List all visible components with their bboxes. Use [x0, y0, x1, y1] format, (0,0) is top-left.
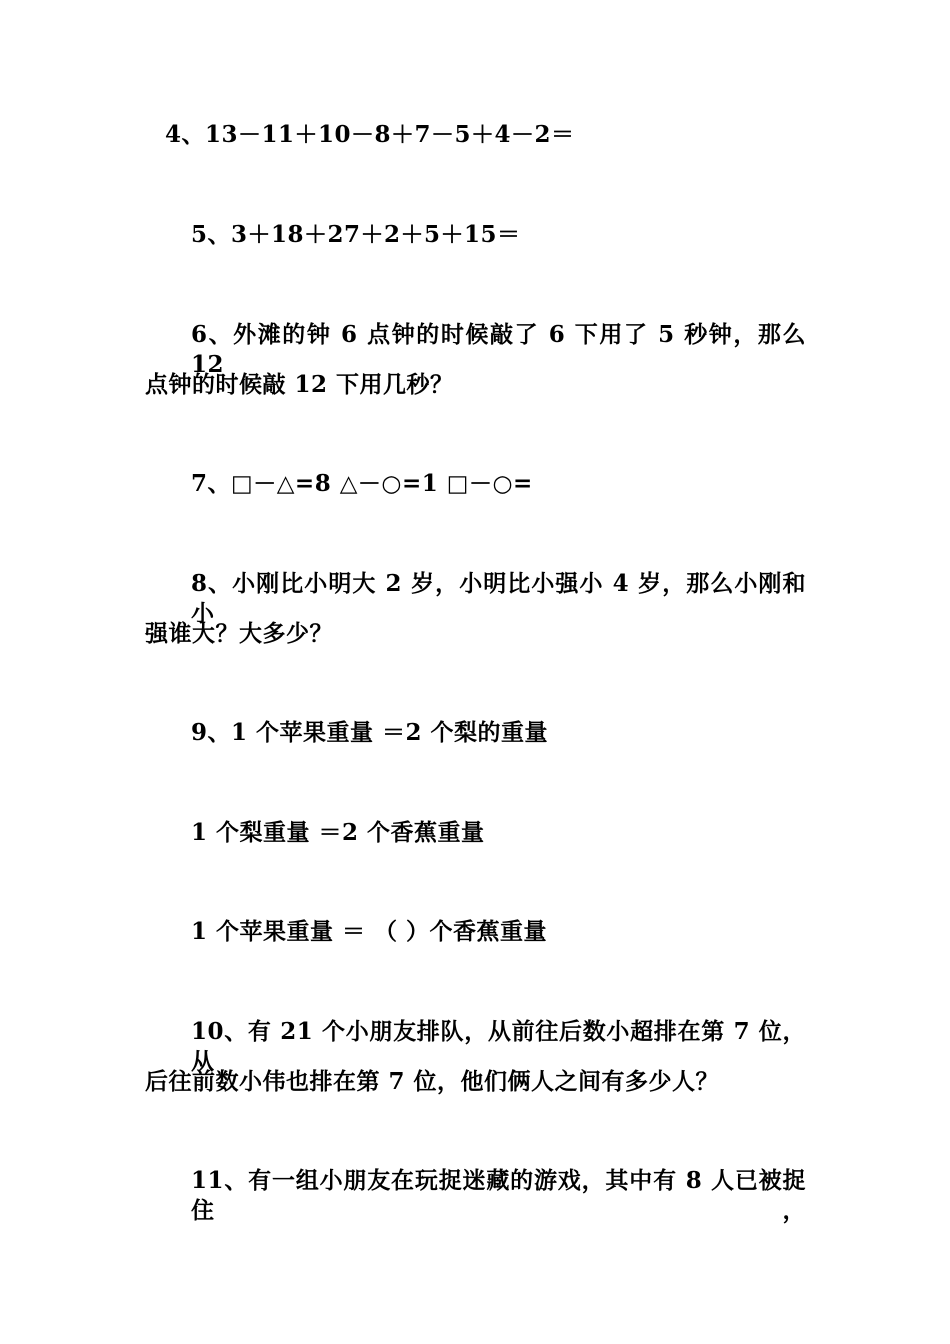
- problem-8-line-1: 8、小刚比小明大 2 岁，小明比小强小 4 岁，那么小刚和小: [191, 570, 806, 627]
- problem-11-line-1: 11、有一组小朋友在玩捉迷藏的游戏，其中有 8 人已被捉住，: [191, 1167, 806, 1224]
- problem-5-text: 5、3＋18＋27＋2＋5＋15＝: [191, 221, 521, 248]
- problem-4-text: 4、13－11＋10－8＋7－5＋4－2＝: [165, 121, 575, 148]
- problem-9-line-2: 1 个梨重量 ＝2 个香蕉重量: [191, 819, 485, 846]
- problem-6-line-2: 点钟的时候敲 12 下用几秒？: [145, 371, 454, 398]
- problem-10-line-2: 后往前数小伟也排在第 7 位，他们俩人之间有多少人？: [145, 1068, 720, 1095]
- problem-8-line-2: 强谁大？大多少？: [145, 620, 333, 647]
- problem-9-line-3: 1 个苹果重量 ＝ （ ）个香蕉重量: [191, 918, 548, 945]
- problem-7-text: 7、□－△=8 △－○=1 □－○=: [191, 470, 533, 497]
- problem-6-line-1: 6、外滩的钟 6 点钟的时候敲了 6 下用了 5 秒钟，那么 12: [191, 321, 806, 378]
- problem-10-line-1: 10、有 21 个小朋友排队，从前往后数小超排在第 7 位，从: [191, 1018, 806, 1075]
- problem-9-line-1: 9、1 个苹果重量 ＝2 个梨的重量: [191, 719, 549, 746]
